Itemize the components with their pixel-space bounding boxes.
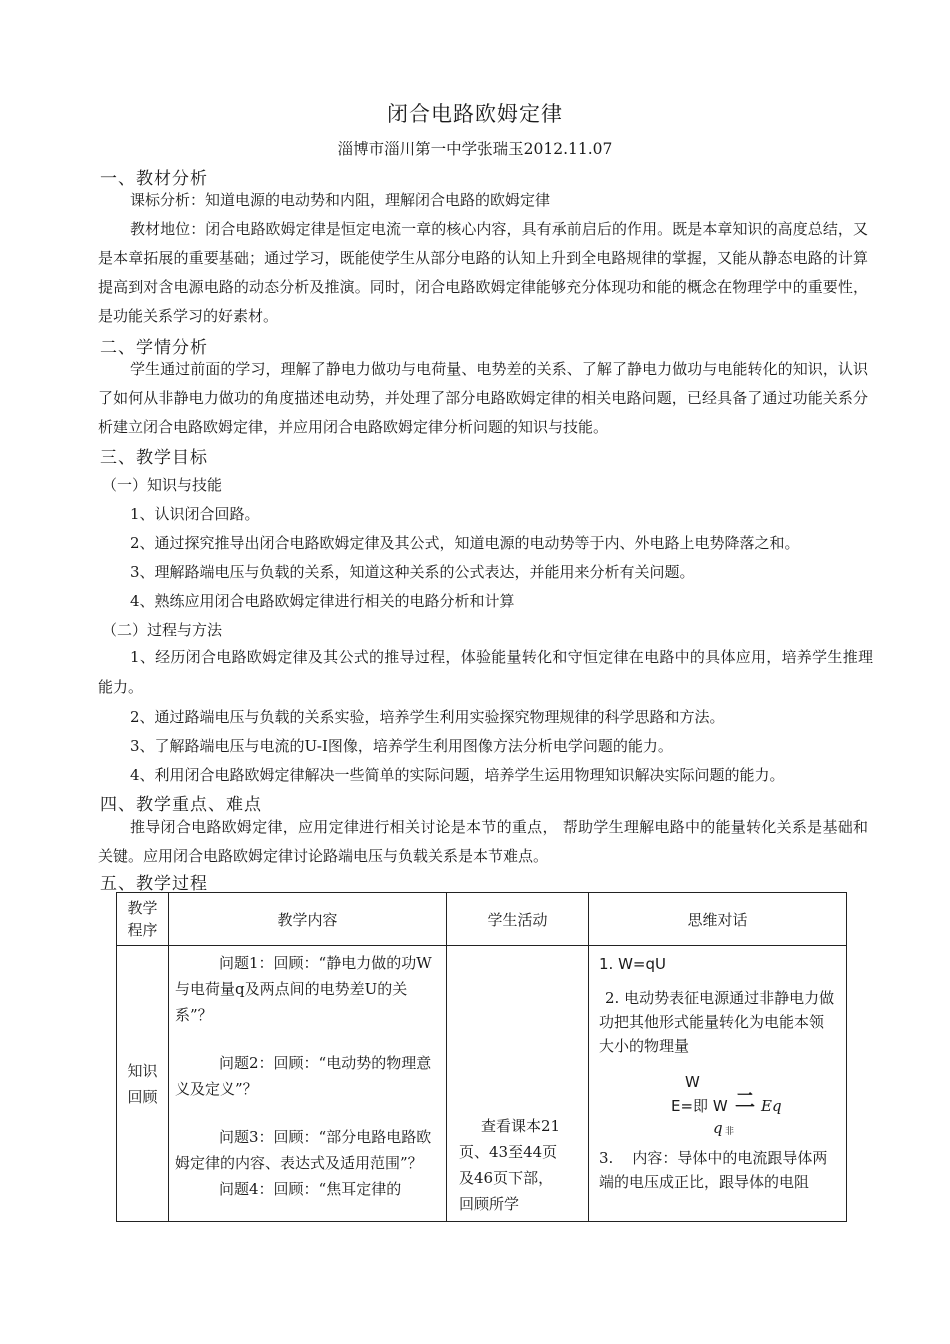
- section-heading-4: 四、教学重点、难点: [100, 795, 262, 815]
- header-content: 教学内容: [169, 893, 447, 946]
- method-item-4: 4、利用闭合电路欧姆定律解决一些简单的实际问题，培养学生运用物理知识解决实际问题的能力。: [130, 766, 785, 784]
- section-heading-3: 三、教学目标: [100, 448, 208, 468]
- textbook-position: 教材地位：闭合电路欧姆定律是恒定电流一章的核心内容，具有承前启后的作用。既是本章知识的高度总结，又是本章拓展的重要基础；通过学习，既能使学生从部分电路的认知上升到全电路规律的掌握，又能从静态电路的计算提高到对含电源电路的动态分析及推演。同时，闭合电路欧姆定律能够充分体现功和能的概念在物理学中的重要性，是功能关系学习的好素材。: [98, 220, 868, 325]
- key-difficult-points: 推导闭合电路欧姆定律，应用定律进行相关讨论是本节的重点， 帮助学生理解电路中的能量转化关系是基础和关键。应用闭合电路欧姆定律讨论路端电压与负载关系是本节难点。: [98, 818, 868, 865]
- page-title: 闭合电路欧姆定律: [387, 102, 563, 126]
- author-line: 淄博市淄川第一中学张瑞玉2012.11.07: [337, 140, 613, 158]
- content-cell: [169, 946, 447, 1222]
- knowledge-item-3: 3、理解路端电压与负载的关系，知道这种关系的公式表达，并能用来分析有关问题。: [130, 563, 695, 581]
- stage-cell: 知识 回顾: [117, 946, 169, 1222]
- answer-1: 1. W=qU: [599, 955, 666, 973]
- question-3: 问题3：回顾：“部分电路电路欧姆定律的内容、表达式及适用范围”？: [175, 1128, 432, 1172]
- header-dialogue: 思维对话: [589, 893, 847, 946]
- method-item-1: 1、经历闭合电路欧姆定律及其公式的推导过程，体验能量转化和守恒定律在电路中的具体应用，培养学生推理能力。: [98, 648, 873, 696]
- section-heading-2: 二、学情分析: [100, 338, 208, 358]
- section-heading-1: 一、教材分析: [100, 169, 208, 189]
- question-1: 问题1：回顾：“静电力做的功W与电荷量q及两点间的电势差U的关系”？: [175, 954, 432, 1024]
- answer-2: 2. 电动势表征电源通过非静电力做功把其他形式能量转化为电能本领大小的物理量: [599, 989, 835, 1055]
- subheading-process-method: （二）过程与方法: [102, 621, 223, 639]
- knowledge-item-4: 4、熟练应用闭合电路欧姆定律进行相关的电路分析和计算: [130, 592, 515, 610]
- curriculum-analysis: 课标分析：知道电源的电动势和内阻，理解闭合电路的欧姆定律: [130, 191, 551, 209]
- activity-cell: 查看课本21 页、43至44页 及46页下部， 回顾所学: [447, 946, 589, 1222]
- dialogue-cell: [589, 946, 847, 1222]
- learner-analysis: 学生通过前面的学习，理解了静电力做功与电荷量、电势差的关系、了解了静电力做功与电能转化的知识，认识了如何从非静电力做功的角度描述电动势，并处理了部分电路欧姆定律的相关电路问题，已经具备了通过功能关系分析建立闭合电路欧姆定律，并应用闭合电路欧姆定律分析问题的知识与技能。: [98, 360, 868, 436]
- header-activity: 学生活动: [447, 893, 589, 946]
- answer-3: 3. 内容：导体中的电流跟导体两端的电压成正比，跟导体的电阻: [599, 1149, 828, 1191]
- table-row: [117, 946, 847, 1222]
- section-heading-5: 五、教学过程: [100, 874, 208, 894]
- question-4: 问题4：回顾：“焦耳定律的: [219, 1180, 402, 1198]
- table-header-row: [117, 893, 847, 946]
- subheading-knowledge-skills: （一）知识与技能: [102, 476, 223, 494]
- teaching-process-table: [116, 892, 847, 1222]
- knowledge-item-1: 1、认识闭合回路。: [130, 505, 260, 523]
- method-item-2: 2、通过路端电压与负载的关系实验，培养学生利用实验探究物理规律的科学思路和方法。: [130, 708, 725, 726]
- question-2: 问题2：回顾：“电动势的物理意义及定义”？: [175, 1054, 432, 1098]
- emf-formula: W E=即 W 二 Eq q 非: [671, 1073, 782, 1137]
- knowledge-item-2: 2、通过探究推导出闭合电路欧姆定律及其公式，知道电源的电动势等于内、外电路上电势降落之和。: [130, 534, 800, 552]
- header-procedure: 教学 程序: [117, 893, 169, 946]
- method-item-3: 3、了解路端电压与电流的U-I图像，培养学生利用图像方法分析电学问题的能力。: [130, 737, 673, 755]
